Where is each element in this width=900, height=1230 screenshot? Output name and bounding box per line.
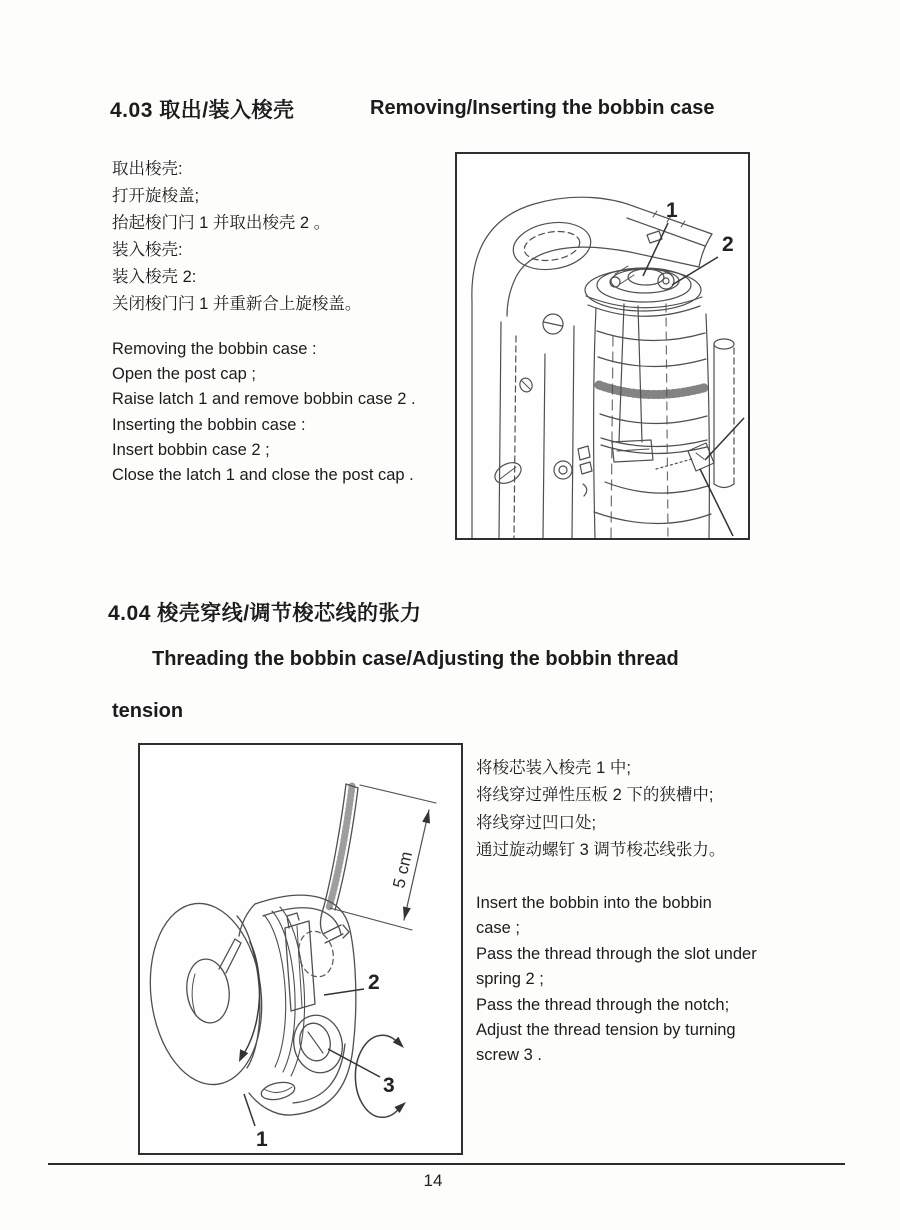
- text-line: Pass the thread through the slot under: [476, 944, 757, 963]
- text-line: Pass the thread through the notch;: [476, 995, 730, 1014]
- text-line: 关闭梭门闩 1 并重新合上旋梭盖。: [112, 295, 362, 313]
- text-line: Inserting the bobbin case :: [112, 415, 306, 434]
- figure2-callout-1: 1: [256, 1128, 268, 1151]
- figure2-callout-3: 3: [383, 1074, 395, 1097]
- section-403-body-zh: [112, 156, 361, 318]
- text-line: Adjust the thread tension by turning: [476, 1021, 736, 1040]
- text-line: Insert the bobbin into the bobbin: [476, 894, 712, 912]
- text-line: case ;: [476, 919, 521, 938]
- section-404-body-en: [476, 891, 757, 1069]
- sewing-machine-drawing: [457, 154, 748, 538]
- text-line: 取出梭壳:: [112, 160, 183, 178]
- bobbin-case-drawing: [140, 745, 461, 1153]
- text-line: 装入梭壳 2:: [112, 268, 197, 286]
- text-line: Open the post cap ;: [112, 365, 257, 384]
- text-line: Raise latch 1 and remove bobbin case 2 .: [112, 390, 416, 409]
- text-line: 通过旋动螺钉 3 调节梭芯线张力。: [476, 841, 726, 860]
- text-line: Insert bobbin case 2 ;: [112, 440, 270, 459]
- figure2-callout-2: 2: [368, 971, 380, 994]
- figure1-callout-2: 2: [722, 233, 734, 256]
- figure-removing-bobbin-case: [455, 152, 750, 540]
- text-line: 打开旋梭盖;: [112, 187, 200, 205]
- text-line: Close the latch 1 and close the post cap .: [112, 466, 414, 485]
- text-line: Removing the bobbin case :: [112, 340, 317, 358]
- text-line: 将梭芯装入梭壳 1 中;: [476, 759, 631, 777]
- section-404-heading-en-line2: tension: [112, 700, 184, 722]
- text-line: 装入梭壳:: [112, 241, 183, 259]
- text-line: screw 3 .: [476, 1046, 543, 1065]
- section-403-body-en: [112, 337, 416, 488]
- figure1-callout-1: 1: [666, 199, 678, 222]
- text-line: 抬起梭门闩 1 并取出梭壳 2 。: [112, 214, 331, 232]
- section-404-body-zh: [476, 755, 725, 865]
- section-404-heading-zh: 4.04 梭壳穿线/调节梭芯线的张力: [108, 602, 422, 625]
- figure-threading-bobbin-case: [138, 743, 463, 1155]
- page-number: 14: [423, 1171, 443, 1190]
- section-403-heading-zh: 4.03 取出/装入梭壳: [110, 99, 295, 122]
- section-404-heading-en-line1: Threading the bobbin case/Adjusting the bobbin thread: [152, 648, 679, 670]
- callout-leader-lines: [244, 989, 380, 1126]
- text-line: 将线穿过凹口处;: [476, 813, 597, 832]
- figure2-dimension-label: 5 cm: [389, 849, 417, 890]
- text-line: 将线穿过弹性压板 2 下的狭槽中;: [476, 786, 714, 805]
- text-line: spring 2 ;: [476, 970, 544, 989]
- footer-rule: [48, 1163, 845, 1165]
- section-403-heading-en: Removing/Inserting the bobbin case: [370, 97, 715, 119]
